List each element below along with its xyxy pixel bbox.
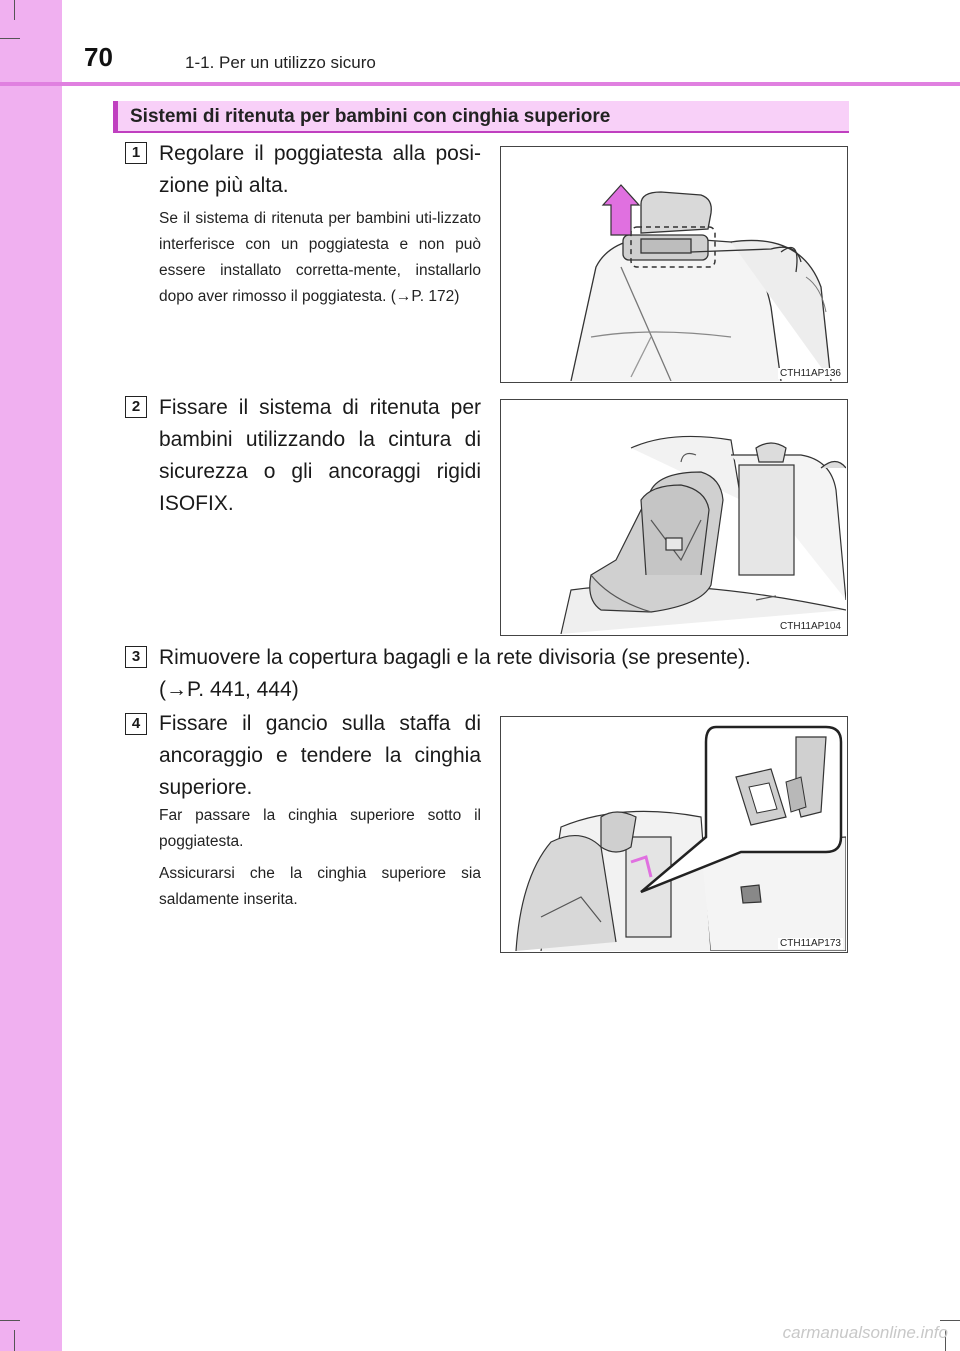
figure-code: CTH11AP173 — [780, 938, 841, 949]
page-number: 70 — [84, 42, 113, 72]
step-2-text: Fissare il sistema di ritenuta per bambini utilizzando la cintura di sicurezza o gli ancoraggi rigidi ISOFIX. — [159, 396, 481, 515]
step-3-text: Rimuovere la copertura bagagli e la rete divisoria (se presente). (→P. 441, 444) — [159, 646, 751, 701]
chapter-title: 1-1. Per un utilizzo sicuro — [185, 53, 376, 72]
sidebar-tab — [0, 0, 62, 1351]
step-4-text: Fissare il gancio sulla staffa di ancoraggio e tendere la cinghia superiore. — [159, 712, 481, 799]
step-4-note-2: Assicurarsi che la cinghia superiore sia saldamente inserita. — [159, 865, 481, 908]
step-number-1: 1 — [125, 142, 147, 164]
anchor-bracket-illustration — [501, 717, 846, 951]
step-4-note-1: Far passare la cinghia superiore sotto il poggiatesta. — [159, 807, 481, 850]
step-number-2: 2 — [125, 396, 147, 418]
figure-headrest — [500, 146, 848, 383]
section-title: Sistemi di ritenuta per bambini con cinghia superiore — [113, 101, 849, 133]
figure-code: CTH11AP104 — [780, 621, 841, 632]
step-1-note: Se il sistema di ritenuta per bambini uti-lizzato interferisce con un poggiatesta e non può essere installato corretta-mente, installarlo dopo aver rimosso il poggiatesta. (→P. 172) — [159, 210, 481, 305]
header-rule — [0, 82, 960, 86]
step-number-3: 3 — [125, 646, 147, 668]
figure-anchor-bracket — [500, 716, 848, 953]
child-seat-illustration — [501, 400, 846, 634]
crop-mark — [14, 0, 15, 20]
crop-mark — [0, 38, 20, 39]
step-1-text: Regolare il poggiatesta alla posi-zione più alta. — [159, 142, 481, 197]
watermark: carmanualsonline.info — [782, 1323, 948, 1342]
figure-child-seat — [500, 399, 848, 636]
crop-mark — [940, 1320, 960, 1321]
figure-code: CTH11AP136 — [780, 368, 841, 379]
crop-mark — [14, 1330, 15, 1351]
crop-mark — [0, 1320, 20, 1321]
step-number-4: 4 — [125, 713, 147, 735]
headrest-illustration — [501, 147, 846, 381]
